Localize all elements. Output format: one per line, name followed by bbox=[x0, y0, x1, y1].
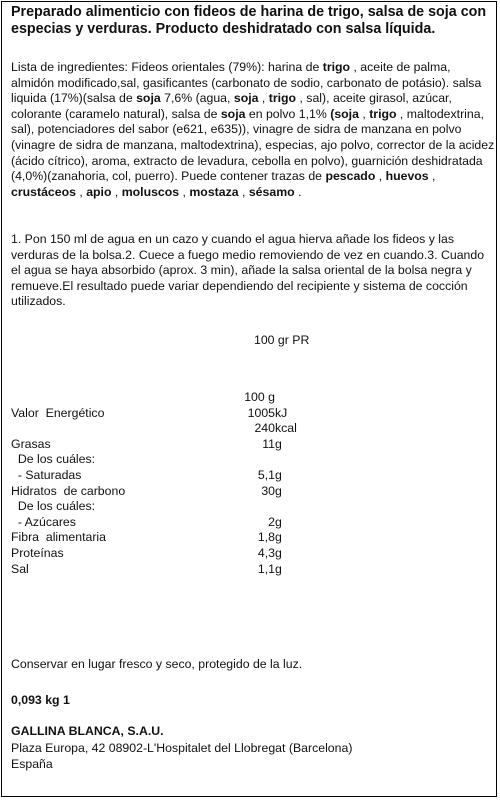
ingredient-text: , bbox=[375, 169, 386, 184]
allergen-text: trigo bbox=[369, 106, 397, 121]
ingredient-text: , bbox=[358, 106, 370, 121]
ingredient-text: en polvo 1,1% bbox=[245, 106, 331, 121]
nutrition-unit: g bbox=[275, 561, 282, 576]
allergen-text: soja bbox=[136, 91, 161, 106]
allergen-text: soja bbox=[220, 106, 246, 121]
allergen-text: (soja bbox=[330, 106, 359, 121]
nutrition-label: Valor Energético bbox=[11, 405, 105, 420]
nutrition-label: De los cuáles: bbox=[11, 499, 96, 514]
allergen-text: huevos bbox=[385, 169, 429, 184]
nutrition-label: Hidratos de carbono bbox=[11, 483, 126, 498]
nutrition-header: 100 g bbox=[244, 390, 275, 404]
nutrition-label: Proteínas bbox=[11, 545, 64, 560]
preparation-instructions: 1. Pon 150 ml de agua en un cazo y cuando el agua hierva añade los fideos y las verduras de la bolsa.2. Cuece a fuego medio removiendo de vez en cuando.3. Cuando el agua se haya absorbido (aprox. 3 min), añade la salsa oriental de la bolsa negra y remueve.El resultado puede variar dependiendo del recipiente y sistema de cocción utilizados. bbox=[11, 232, 485, 309]
allergen-text: crustáceos bbox=[11, 184, 76, 199]
nutrition-unit: g bbox=[275, 514, 282, 529]
address-line-1: Plaza Europa, 42 08902-L'Hospitalet del Llobregat (Barcelona) bbox=[11, 741, 353, 755]
net-weight: 0,093 kg 1 bbox=[11, 693, 70, 707]
ingredient-text: 7,6% (agua, bbox=[160, 91, 234, 106]
nutrition-row bbox=[11, 437, 311, 453]
ingredient-text: , bbox=[111, 184, 122, 199]
allergen-text: pescado bbox=[325, 169, 376, 184]
company-address bbox=[11, 741, 495, 772]
company-name: GALLINA BLANCA, S.A.U. bbox=[11, 724, 164, 738]
allergen-text: trigo bbox=[268, 91, 297, 106]
ingredient-text: , bbox=[75, 184, 87, 199]
nutrition-label: Sal bbox=[11, 561, 29, 576]
storage-instructions: Conservar en lugar fresco y seco, protegido de la luz. bbox=[11, 657, 303, 671]
nutrition-unit: g bbox=[275, 483, 282, 498]
nutrition-unit: kJ bbox=[275, 405, 288, 420]
ingredient-text: , bbox=[428, 169, 436, 184]
nutrition-unit: kcal bbox=[275, 421, 297, 436]
ingredient-text: , bbox=[238, 184, 249, 199]
allergen-text: apio bbox=[86, 184, 112, 199]
nutrition-label: - Saturadas bbox=[11, 467, 82, 482]
allergen-text: mostaza bbox=[189, 184, 239, 199]
nutrition-row bbox=[11, 499, 311, 515]
nutrition-value: 4,3 bbox=[257, 545, 275, 560]
ingredient-text: , maltodextrina, sal), potenciadores del sabor (e621, e635)), vinagre de sidra de manzana en polvo (vinagre de sidra de manzana, maltodextrina), especias, ajo polvo, corrector de la acidez (ácido cítrico), aroma, extracto de levadura, cebolla en polvo), guarnición deshidratada (4,0%)(zanahoria, col, puerro). Puede contener trazas de bbox=[11, 106, 495, 184]
label-frame bbox=[1, 1, 497, 797]
ingredient-text: Lista de ingredientes: Fideos orientales (79%): harina de bbox=[11, 60, 323, 74]
nutrition-row bbox=[11, 515, 311, 531]
nutrition-row bbox=[11, 421, 311, 437]
allergen-text: soja bbox=[233, 91, 259, 106]
nutrition-unit: g bbox=[275, 467, 282, 482]
nutrition-label: Fibra alimentaria bbox=[11, 530, 106, 545]
nutrition-row bbox=[11, 484, 311, 500]
nutrition-value: 30 bbox=[261, 483, 275, 498]
nutrition-value: 1005 bbox=[247, 405, 275, 420]
nutrition-value: 240 bbox=[254, 421, 275, 436]
ingredient-text: , aceite de palma, almidón modificado,sal, gasificantes (carbonato de sodio, carbonato de potásio). salsa liquida (17%)(salsa de bbox=[11, 60, 482, 106]
nutrition-row bbox=[11, 562, 311, 578]
nutrition-value: 5,1 bbox=[257, 467, 275, 482]
nutrition-label: Grasas bbox=[11, 436, 51, 451]
nutrition-value: 2 bbox=[268, 514, 275, 529]
allergen-text: moluscos bbox=[121, 184, 180, 199]
allergen-text: trigo bbox=[322, 60, 351, 74]
nutrition-unit: g bbox=[275, 545, 282, 560]
nutrition-unit: g bbox=[275, 436, 282, 451]
product-title: Preparado alimenticio con fideos de harina de trigo, salsa de soja con especias y verduras. Producto deshidratado con salsa líquida. bbox=[11, 4, 487, 37]
nutrition-header-row bbox=[11, 390, 311, 406]
ingredient-text: , sal), aceite girasol, azúcar, colorante (caramelo natural), salsa de bbox=[11, 91, 452, 121]
portion-label: 100 gr PR bbox=[254, 333, 310, 347]
nutrition-label: De los cuáles: bbox=[11, 452, 96, 467]
allergen-text: sésamo bbox=[248, 184, 295, 199]
nutrition-row bbox=[11, 406, 311, 422]
address-line-2: España bbox=[11, 756, 53, 771]
nutrition-value: 11 bbox=[262, 436, 275, 451]
nutrition-row bbox=[11, 452, 311, 468]
nutrition-value: 1,1 bbox=[257, 561, 275, 576]
nutrition-row bbox=[11, 468, 311, 484]
ingredient-text: , bbox=[179, 184, 190, 199]
ingredients-list bbox=[11, 60, 495, 200]
ingredient-text: , bbox=[258, 91, 269, 106]
nutrition-value: 1,8 bbox=[257, 530, 275, 545]
nutrition-row bbox=[11, 530, 311, 546]
nutrition-table bbox=[11, 390, 311, 577]
nutrition-row bbox=[11, 546, 311, 562]
nutrition-label: - Azúcares bbox=[11, 514, 76, 529]
ingredient-text: . bbox=[294, 184, 302, 199]
nutrition-unit: g bbox=[275, 530, 282, 545]
